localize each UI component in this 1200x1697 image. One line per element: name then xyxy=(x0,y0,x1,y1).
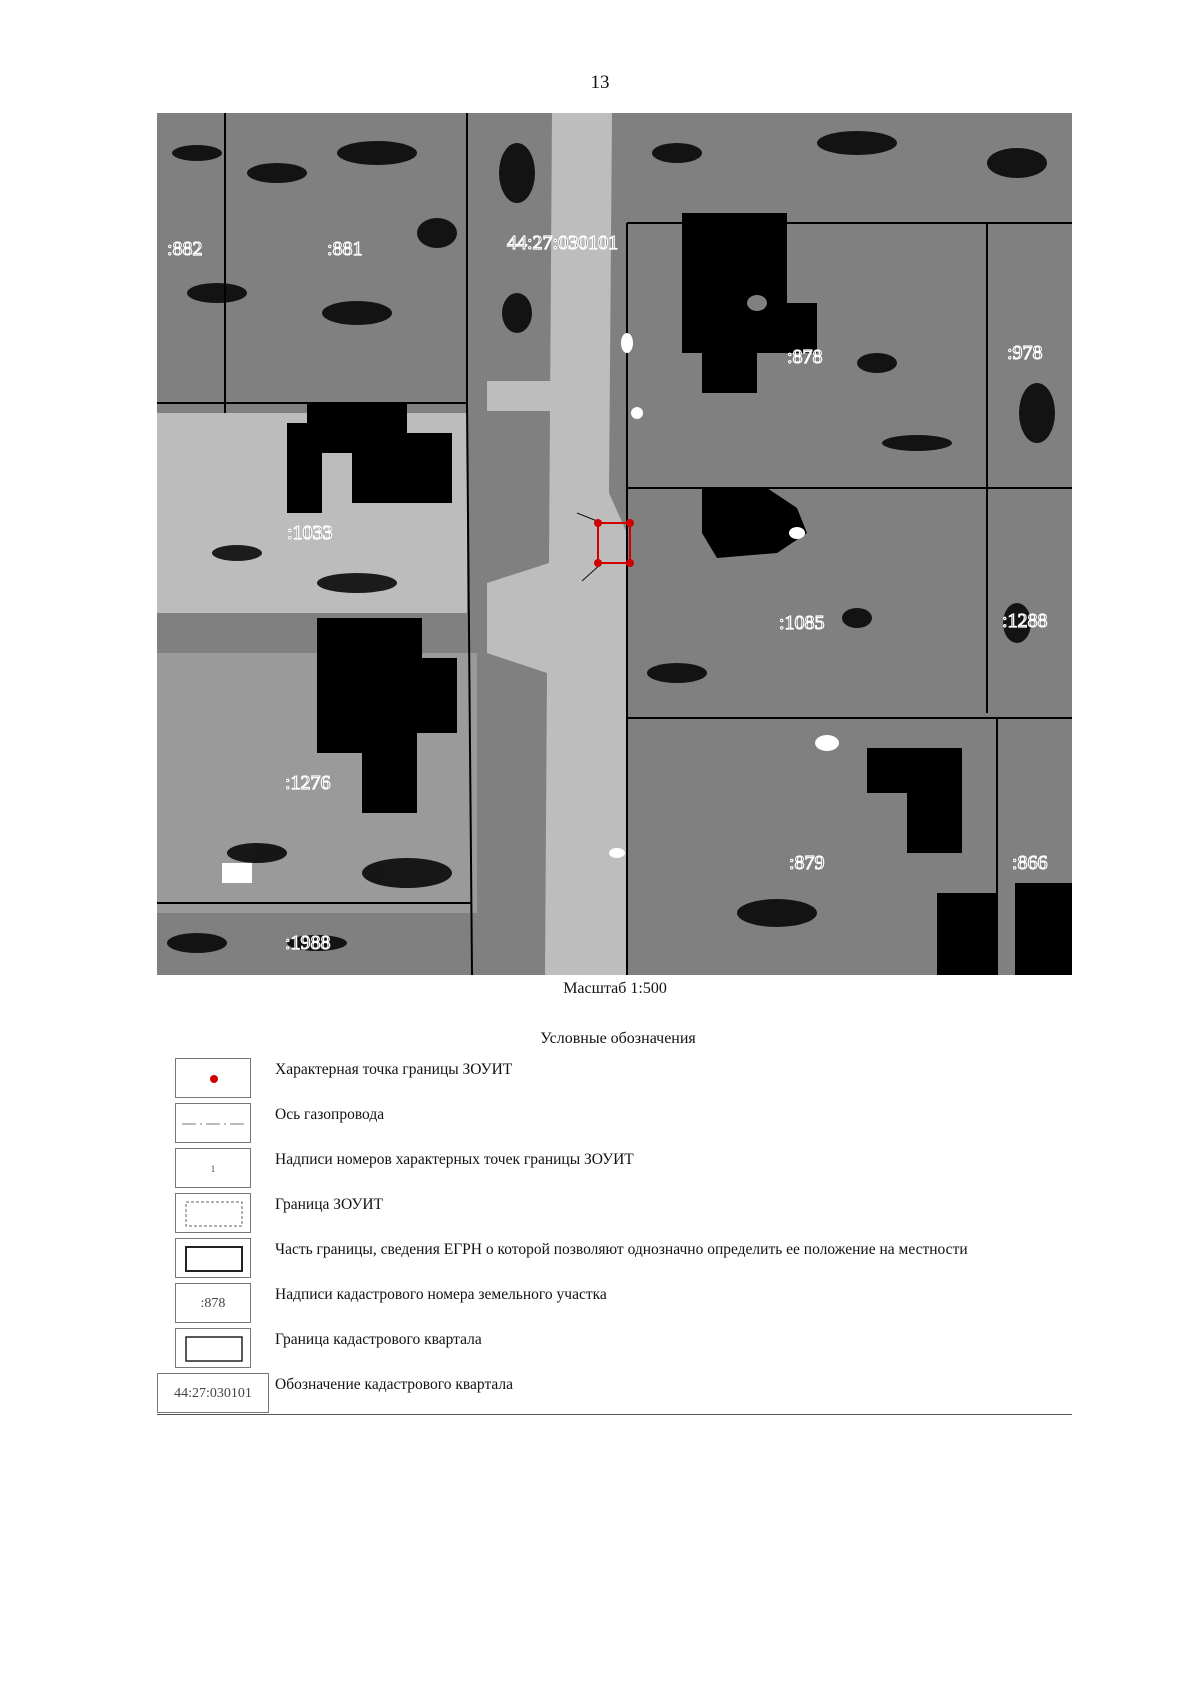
parcel-label: :978 xyxy=(1007,342,1043,364)
zouit-point xyxy=(594,559,602,567)
parcel-label: :882 xyxy=(167,238,203,260)
parcel-label: :1288 xyxy=(1002,610,1048,632)
solid-rect-icon xyxy=(175,1328,251,1368)
legend-label: Надписи кадастрового номера земельного участка xyxy=(275,1286,607,1303)
legend-item-zouit-boundary xyxy=(175,1193,1075,1237)
legend-title: Условные обозначения xyxy=(540,1030,696,1047)
legend-divider xyxy=(157,1414,1072,1415)
legend-label: Граница кадастрового квартала xyxy=(275,1331,482,1348)
legend-item-point-numbers xyxy=(175,1148,1075,1192)
parcel-label: :879 xyxy=(789,852,825,874)
zouit-point xyxy=(626,559,634,567)
parcel-label: :1085 xyxy=(779,612,825,634)
legend-item-parcel-number xyxy=(175,1283,1075,1327)
dashed-line-icon xyxy=(175,1103,251,1143)
page-number: 13 xyxy=(590,72,610,93)
parcel-label: :881 xyxy=(327,238,363,260)
parcel-label: :1276 xyxy=(285,772,331,794)
legend-item-egrn-boundary xyxy=(175,1238,1075,1282)
parcel-label: :1033 xyxy=(287,522,333,544)
parcel-number-symbol: :878 xyxy=(175,1283,251,1323)
building-866 xyxy=(1015,883,1072,975)
legend-item-gas-axis xyxy=(175,1103,1075,1147)
legend-item-quarter-label xyxy=(157,1373,1057,1417)
cadastral-map[interactable] xyxy=(157,113,1072,975)
building-shed xyxy=(937,893,997,975)
zouit-point xyxy=(626,519,634,527)
dashed-rect-icon xyxy=(175,1193,251,1233)
quarter-label: 44:27:030101 xyxy=(507,232,619,254)
quarter-label-symbol: 44:27:030101 xyxy=(157,1373,269,1413)
map-image xyxy=(157,113,1072,975)
map-scale: Масштаб 1:500 xyxy=(563,980,667,997)
legend-label: Обозначение кадастрового квартала xyxy=(275,1376,514,1393)
legend-label: Надписи номеров характерных точек границы ЗОУИТ xyxy=(275,1151,634,1168)
legend-label: Граница ЗОУИТ xyxy=(275,1196,383,1213)
legend-label: Характерная точка границы ЗОУИТ xyxy=(275,1061,513,1078)
legend-label: Ось газопровода xyxy=(275,1106,385,1123)
point-number-symbol: 1 xyxy=(175,1148,251,1188)
parcel-label: :866 xyxy=(1012,852,1048,874)
red-dot-icon xyxy=(175,1058,251,1098)
parcel-label: :878 xyxy=(787,346,823,368)
legend-item-zouit-point xyxy=(175,1058,1075,1102)
zouit-point xyxy=(594,519,602,527)
legend-label: Часть границы, сведения ЕГРН о которой позволяют однозначно определить ее положение на местности xyxy=(275,1241,968,1258)
legend-item-quarter-boundary xyxy=(175,1328,1075,1372)
solid-rect-icon xyxy=(175,1238,251,1278)
parcel-label: :1988 xyxy=(285,932,331,954)
